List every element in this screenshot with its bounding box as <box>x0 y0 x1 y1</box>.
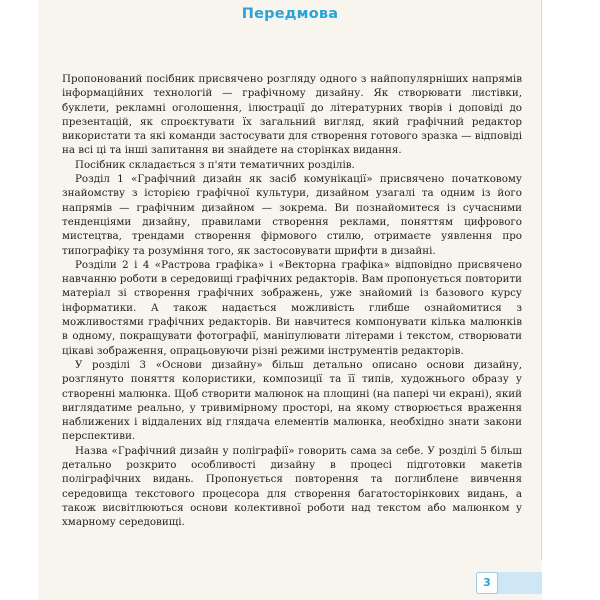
paragraph-intro: Пропонований посібник присвячено розгляду одного з найпопулярніших напрямів інформаційних технологій — графічному дизайну. Як створювати листівки, буклети, рекламні оголошення, ілюстрації до літературних творів і доповіді до презентацій, як спроєктувати їх загальний вигляд, який графічний редактор використати та які команди застосувати для створення готового зразка — відповіді на всі ці та інші запитання ви знайдете на сторінках видання. <box>62 73 522 157</box>
paragraph-structure: Посібник складається з п'яти тематичних розділів. <box>75 158 355 171</box>
page-title: Передмова <box>241 6 339 22</box>
paragraph-section-1: Розділ 1 «Графічний дизайн як засіб комунікації» присвячено початковому знайомству з історією графічної культури, дизайном узагалі та одним із його напрямів — графічним дизайном — зокрема. Ви познайомитеся із сучасними тенденціями дизайну, правилами створення реклами, поняттям цифрового мистецтва, трендами створення фірмового стилю, отримаєте уявлення про типографіку та розуміння того, як застосовувати шрифти в дизайні. <box>62 173 522 257</box>
paragraph-section-3: У розділі 3 «Основи дизайну» більш детально описано основи дизайну, розглянуто поняття колористики, композиції та її типів, художнього образу у створенні малюнка. Щоб створити малюнок на площині (на папері чи екрані), який виглядатиме реально, у тривимірному просторі, на якому створюється враження наближених і віддалених від глядача елементів малюнка, необхідно знати закони перспективи. <box>62 358 522 443</box>
paragraph-sections-2-4: Розділи 2 і 4 «Растрова графіка» і «Векторна графіка» відповідно присвячено навчанню роботи в середовищі графічних редакторів. Вам пропонується повторити матеріал зі створення графічних зображень, уже знайомий із базового курсу інформатики. А також надається можливість глибше ознайомитися з можливостями графічних редакторів. Ви навчитеся компонувати кілька малюнків в одному, покращувати фотографії, маніпулювати літерами і текстом, створювати цікаві зображення, опрацьовуючи різні режими інструментів редакторів. <box>62 258 522 357</box>
page-number: 3 <box>476 572 498 594</box>
body-text <box>62 72 522 530</box>
paragraph-section-5: Назва «Графічний дизайн у поліграфії» говорить сама за себе. У розділі 5 більш детально розкрито особливості дизайну в процесі підготовки макетів поліграфічних видань. Пропонується повторення та поглиблене вивчення середовища текстового процесора для створення багатосторінкових видань, а також висвітлюються основи колективної роботи над текстом або малюнком у хмарному середовищі. <box>62 444 522 529</box>
